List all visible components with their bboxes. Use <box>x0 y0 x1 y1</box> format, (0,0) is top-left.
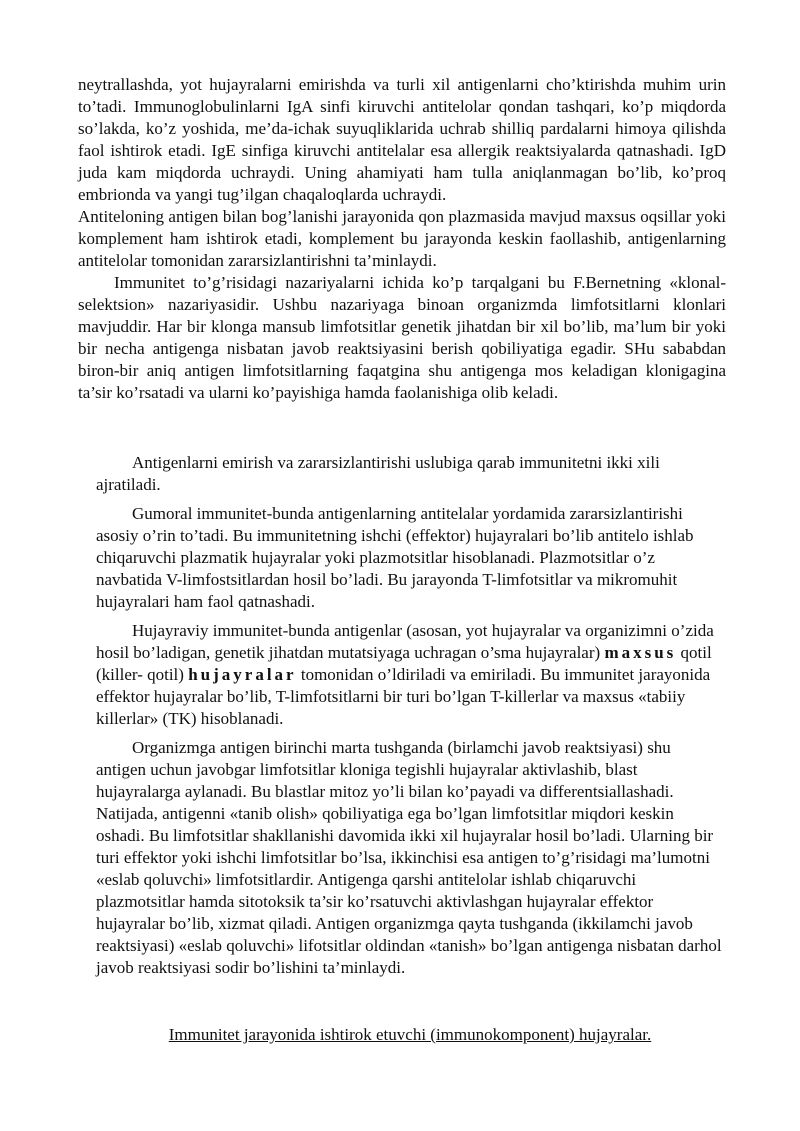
paragraph-antibody-classes: neytrallashda, yot hujayralarni emirishda va turli xil antigenlarni cho’ktirishda muhim urin to’tadi. Immunoglobulinlarni IgA sinfi kiruvchi antitelolar qondan tashqari, ko’p miqdorda so’lakda, ko’z yoshida, me’da-ichak suyuqliklarida uchrab shilliq pardalarni himoya qilishda faol ishtirok etadi. IgE sinfiga kiruvchi antitelalar esa allergik reaktsiyalarda qatnashadi. IgD juda kam miqdorda uchraydi. Uning ahamiyati ham tulla aniqlanmagan bo’lib, ko’proq embrionda va yangi tug’ilgan chaqaloqlarda uchraydi. <box>78 75 726 204</box>
paragraph-clonal-selection: Immunitet to’g’risidagi nazariyalarni ichida ko’p tarqalgani bu F.Bernetning «klonal-selektsion» nazariyasidir. Ushbu nazariyaga binoan organizmda limfotsitlarni klonlari mavjuddir. Har bir klonga mansub limfotsitlar genetik jihatdan bir xil bo’lib, ma’lum bir yoki bir necha antigenga nisbatan javob reaktsiyasini berish qobiliyatiga egadir. SHu sababdan biron-bir aniq antigen limfotsitlarning faqatgina shu antigenga mos keladigan klonigagina ta’sir ko’rsatadi va ularni ko’payishiga hamda faolanishiga olib keladi. <box>78 273 726 402</box>
cellular-text-e: tomonidan o’ldiriladi va emiriladi. Bu immunitet jarayonida effektor hujayralar bo’lib, T-limfotsitlarni bir turi bo’lgan T-killerlar va maxsus «tabiiy killerlar» (TK) hisoblanadi. <box>96 665 711 728</box>
paragraph-cellular-immunity <box>96 620 724 730</box>
cellular-text-a: Hujayraviy immunitet-bunda antigenlar (asosan, yot hujayralar va organizimni o’zida hosil bo’ladigan, genetik jihatdan mutatsiyaga uchragan o’sma hujayralar) <box>96 621 714 662</box>
paragraph-immunity-types: Antigenlarni emirish va zararsizlantirishi uslubiga qarab immunitetni ikki xili ajratiladi. <box>96 453 660 494</box>
paragraph-complement: Antiteloning antigen bilan bog’lanishi jarayonida qon plazmasida mavjud maxsus oqsillar yoki komplement ham ishtirok etadi, komplement bu jarayonda keskin faollashib, antigenlarning antitelolar tomonidan zararsizlantirishni ta’minlaydi. <box>78 207 726 270</box>
emphasis-maxsus: maxsus <box>604 643 677 662</box>
paragraph-immune-response: Organizmga antigen birinchi marta tushganda (birlamchi javob reaktsiyasi) shu antigen uchun javobgar limfotsitlar kloniga tegishli hujayralar aktivlashib, blast hujayralarga aylanadi. Bu blastlar mitoz yo’li bilan ko’payadi va differentsiallashadi. Natijada, antigenni «tanib olish» qobiliyatiga ega bo’lgan limfotsitlar miqdori keskin oshadi. Bu limfotsitlar shakllanishi davomida ikki xil hujayralar hosil bo’ladi. Ularning bir turi effektor yoki ishchi limfotsitlar bo’lsa, ikkinchisi esa antigen to’g’risidagi ma’lumotni «eslab qoluvchi» limfotsitlardir. Antigenga qarshi antitelolar ishlab chiqaruvchi plazmotsitlar hamda sitotoksik ta’sir ko’rsatuvchi aktivlashgan hujayralar effektor hujayralar bo’lib, xizmat qiladi. Antigen organizmga qayta tushganda (ikkilamchi javob reaktsiyasi) «eslab qoluvchi» lifotsitlar oldindan «tanish» bo’lgan antigenga nisbatan darhol javob reaktsiyasi sodir bo’lishini ta’minlaydi. <box>96 738 722 977</box>
text-block-bottom <box>96 452 724 986</box>
section-heading: Immunitet jarayonida ishtirok etuvchi (immunokomponent) hujayralar. <box>168 1025 652 1044</box>
emphasis-hujayralar: hujayralar <box>188 665 297 684</box>
cellular-text-c: qotil (killer- qotil) <box>96 643 712 684</box>
paragraph-humoral-immunity: Gumoral immunitet-bunda antigenlarning antitelalar yordamida zararsizlantirishi asosiy o’rin to’tadi. Bu immunitetning ishchi (effektor) hujayralari bo’lib antitelo ishlab chiqaruvchi plazmatik hujayralar yoki plazmotsitlar hisoblanadi. Plazmotsitlar o’z navbatida V-limfostsitlardan hosil bo’ladi. Bu jarayonda T-limfotsitlar va mikromuhit hujayralari ham faol qatnashadi. <box>96 504 694 611</box>
text-block-top <box>78 74 726 404</box>
